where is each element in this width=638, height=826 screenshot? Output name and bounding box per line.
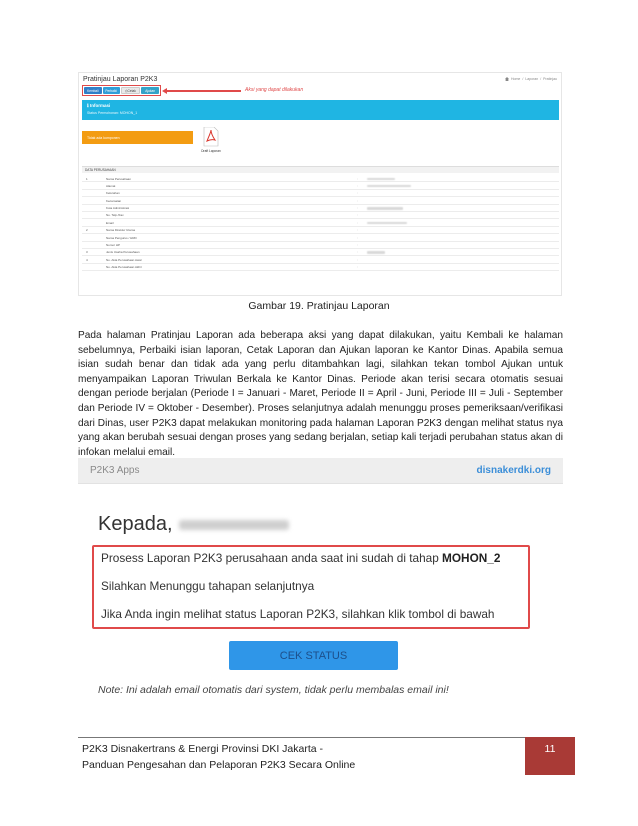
status-banner: Tidak ada komponen bbox=[82, 131, 193, 144]
greeting: Kepada, bbox=[98, 513, 289, 536]
domain-link[interactable]: disnakerdki.org bbox=[476, 465, 551, 476]
wait-line: Silahkan Menunggu tahapan selanjutnya bbox=[101, 579, 315, 593]
row-label: No. Telp./Fax bbox=[106, 213, 124, 218]
row-number: 1 bbox=[86, 176, 88, 181]
row-label: No. Akta Perusahaan Awal bbox=[106, 257, 142, 262]
row-label: Alamat bbox=[106, 183, 116, 188]
auto-email-note: Note: Ini adalah email otomatis dari system, tidak perlu membalas email ini! bbox=[98, 684, 449, 696]
row-number: 2 bbox=[86, 228, 88, 233]
info-status: Status Permohonan: MOHON_1 bbox=[87, 111, 138, 115]
table-row bbox=[82, 219, 559, 226]
highlight-box bbox=[92, 545, 530, 629]
page-title: Pratinjau Laporan P2K3 bbox=[83, 76, 158, 83]
table-row bbox=[82, 182, 559, 189]
redacted-value bbox=[367, 178, 395, 181]
table-row bbox=[82, 205, 559, 212]
row-label: No. Akta Perusahaan Akhir bbox=[106, 265, 142, 270]
table-row bbox=[82, 227, 559, 234]
breadcrumb-pratinjau: Pratinjau bbox=[543, 77, 557, 81]
instruction-line: Jika Anda ingin melihat status Laporan P2K3, silahkan klik tombol di bawah bbox=[101, 607, 495, 621]
annotation-arrow bbox=[165, 90, 241, 92]
company-data-table bbox=[82, 175, 559, 271]
redacted-company-name bbox=[179, 520, 289, 530]
row-label: Jenis Usaha Perusahaan bbox=[106, 250, 140, 255]
row-colon: : bbox=[357, 243, 358, 248]
row-colon: : bbox=[357, 257, 358, 262]
footer-line-2: Panduan Pengesahan dan Pelaporan P2K3 Secara Online bbox=[82, 759, 356, 771]
info-icon: ℹ bbox=[87, 103, 90, 108]
table-row bbox=[82, 212, 559, 219]
row-colon: : bbox=[357, 183, 358, 188]
footer-line-1: P2K3 Disnakertrans & Energi Provinsi DKI Jakarta - bbox=[82, 743, 324, 755]
pdf-icon bbox=[203, 127, 219, 147]
report-preview-screenshot bbox=[78, 72, 562, 296]
row-label: Nama Direktur Utama bbox=[106, 228, 136, 233]
page-number: 11 bbox=[525, 737, 575, 775]
table-row bbox=[82, 249, 559, 256]
row-label: Kelurahan bbox=[106, 191, 120, 196]
figure-caption: Gambar 19. Pratinjau Laporan bbox=[248, 300, 390, 312]
status-value: MOHON_2 bbox=[442, 551, 501, 565]
perbaiki-button[interactable]: Perbaiki bbox=[103, 87, 120, 94]
row-colon: : bbox=[357, 191, 358, 196]
row-colon: : bbox=[357, 228, 358, 233]
pdf-label: Draft Laporan bbox=[201, 149, 221, 153]
kembali-button[interactable]: Kembali bbox=[84, 87, 102, 94]
breadcrumb-laporan[interactable]: Laporan bbox=[525, 77, 539, 81]
cek-status-button[interactable]: CEK STATUS bbox=[229, 641, 398, 670]
footer-text bbox=[82, 741, 355, 773]
annotation-text: Aksi yang dapat dilakukan bbox=[245, 87, 304, 93]
redacted-value bbox=[367, 251, 385, 254]
table-row bbox=[82, 264, 559, 271]
row-number: 4 bbox=[86, 257, 88, 262]
redacted-value bbox=[367, 185, 411, 188]
row-colon: : bbox=[357, 206, 358, 211]
row-colon: : bbox=[357, 265, 358, 270]
cetak-button[interactable]: ⎙ Cetak bbox=[121, 87, 141, 94]
row-number: 3 bbox=[86, 250, 88, 255]
action-toolbar bbox=[82, 85, 161, 96]
row-label: Nama Pengurus / HRD bbox=[106, 235, 137, 240]
table-row bbox=[82, 197, 559, 204]
table-row bbox=[82, 234, 559, 241]
redacted-value bbox=[367, 222, 407, 225]
email-screenshot bbox=[78, 458, 563, 706]
breadcrumb: Home / Laporan / Pratinjau bbox=[505, 77, 557, 81]
row-colon: : bbox=[357, 220, 358, 225]
table-row bbox=[82, 242, 559, 249]
row-colon: : bbox=[357, 235, 358, 240]
table-row bbox=[82, 190, 559, 197]
status-line: Prosess Laporan P2K3 perusahaan anda saat ini sudah di tahap MOHON_2 bbox=[101, 551, 501, 565]
row-label: Kecamatan bbox=[106, 198, 122, 203]
email-header bbox=[78, 458, 563, 484]
ajukan-button[interactable]: Ajukan bbox=[141, 87, 159, 94]
row-label: Kota Administrasi bbox=[106, 206, 130, 211]
footer-divider bbox=[78, 737, 525, 738]
redacted-value bbox=[367, 207, 403, 210]
app-name: P2K3 Apps bbox=[90, 465, 140, 476]
row-label: Email bbox=[106, 220, 114, 225]
body-paragraph: Pada halaman Pratinjau Laporan ada beberapa aksi yang dapat dilakukan, yaitu Kembali ke halaman sebelumnya, Perbaiki isian laporan, Cetak Laporan dan Ajukan laporan ke Kantor Dinas. Apabila semua isian sudah benar dan tidak ada yang perlu ditambahkan lagi, silahkan tekan tombol Ajukan untuk menyampaikan Laporan Triwulan Berkala ke Kantor Dinas. Periode akan terisi secara otomatis sesuai dengan periode berjalan (Periode I = Januari - Maret, Periode II = April - Juni, Periode III = Juli - September dan Periode IV = Oktober - Desember). Proses selanjutnya adalah menunggu proses pemeriksaan/verifikasi dari Dinas, user P2K3 dapat melakukan monitoring pada halaman Laporan P2K3 dengan melihat status nya yang akan berubah sesuai dengan proses yang sedang berjalan, setiap kali terjadi perubahan status akan di infokan melalui email. bbox=[78, 330, 563, 458]
info-panel: ℹ Informasi Status Permohonan: MOHON_1 bbox=[82, 100, 559, 120]
row-colon: : bbox=[357, 176, 358, 181]
row-label: Nama Perusahaan bbox=[106, 176, 132, 181]
section-title: DATA PERUSAHAAN bbox=[82, 166, 559, 173]
row-colon: : bbox=[357, 198, 358, 203]
row-colon: : bbox=[357, 213, 358, 218]
draft-report-download[interactable] bbox=[199, 127, 223, 159]
table-row bbox=[82, 256, 559, 263]
print-icon: ⎙ bbox=[124, 88, 128, 93]
breadcrumb-home[interactable]: Home bbox=[511, 77, 521, 81]
home-icon bbox=[505, 77, 509, 81]
table-row bbox=[82, 175, 559, 182]
row-colon: : bbox=[357, 250, 358, 255]
row-label: Nomor HP bbox=[106, 243, 121, 248]
